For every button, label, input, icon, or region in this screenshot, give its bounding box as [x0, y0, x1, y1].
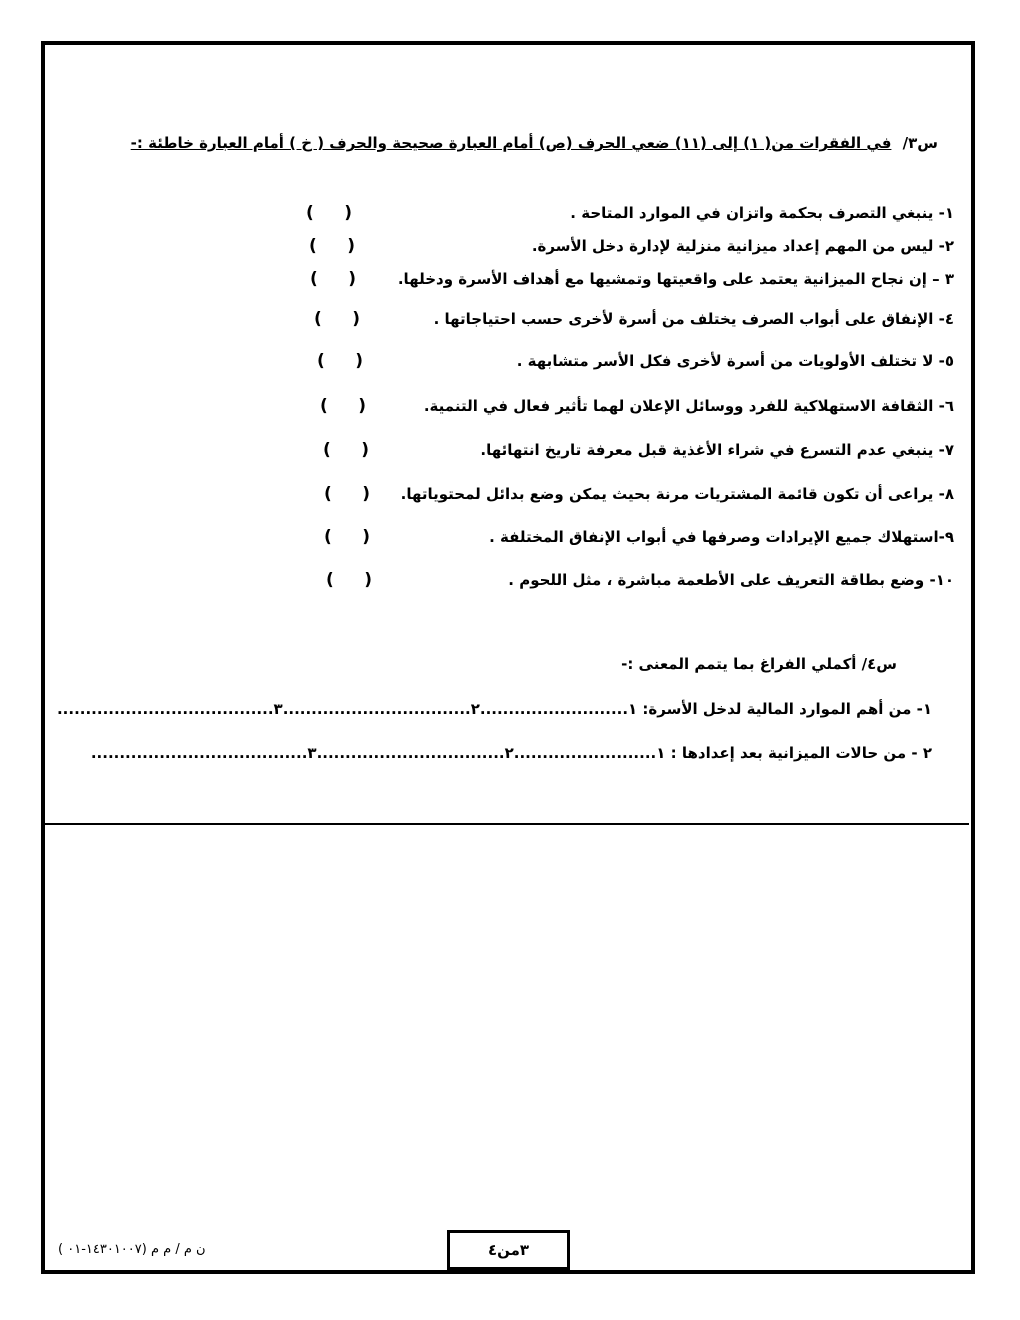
statement-9: ٩-استهلاك جميع الإيرادات وصرفها في أبواب الإنفاق المختلفة . — [489, 528, 954, 546]
answer-box-4[interactable]: ( ) — [314, 309, 360, 329]
question-3-label: س٣/ — [902, 134, 938, 152]
statement-2: ٢- ليس من المهم إعداد ميزانية منزلية لإدارة دخل الأسرة. — [531, 237, 954, 255]
statement-10: ١٠- وضع بطاقة التعريف على الأطعمة مباشرة ، مثل اللحوم . — [508, 571, 954, 589]
question-3-instruction: في الفقرات من( ١) إلى (١١) ضعي الحرف (ص) أمام العبارة صحيحة والحرف ( خ ) أمام العبارة خاطئة :- — [130, 134, 892, 152]
fill-in-item-2[interactable]: ٢ - من حالات الميزانية بعد إعدادها : ١.........................٢.................................٣...................................... — [90, 744, 932, 762]
section-divider — [44, 823, 969, 825]
document-code: ن م / م م (١٤٣٠١٠٠٧-٠١ ) — [58, 1242, 206, 1257]
statement-3: ٣ – إن نجاح الميزانية يعتمد على واقعيتها وتمشيها مع أهداف الأسرة ودخلها. — [397, 270, 954, 288]
answer-box-3[interactable]: ( ) — [310, 269, 356, 289]
question-4-header: س٤/ أكملي الفراغ بما يتمم المعنى :- — [621, 655, 897, 673]
answer-box-7[interactable]: ( ) — [323, 440, 369, 460]
answer-box-6[interactable]: ( ) — [320, 396, 366, 416]
answer-box-2[interactable]: ( ) — [309, 236, 355, 256]
answer-box-5[interactable]: ( ) — [317, 351, 363, 371]
fill-in-item-1[interactable]: ١- من أهم الموارد المالية لدخل الأسرة: ١..........................٢.................................٣...................................... — [56, 700, 932, 718]
answer-box-9[interactable]: ( ) — [324, 527, 370, 547]
answer-box-8[interactable]: ( ) — [324, 484, 370, 504]
statement-1: ١- ينبغي التصرف بحكمة واتزان في الموارد المتاحة . — [570, 204, 954, 222]
statement-8: ٨- يراعى أن تكون قائمة المشتريات مرنة بحيث يمكن وضع بدائل لمحتوياتها. — [400, 485, 954, 503]
page-number: ٣من٤ — [487, 1241, 530, 1259]
statement-5: ٥- لا تختلف الأولويات من أسرة لأخرى فكل الأسر متشابهة . — [516, 352, 954, 370]
statement-6: ٦- الثقافة الاستهلاكية للفرد ووسائل الإعلان لهما تأثير فعال في التنمية. — [423, 397, 954, 415]
answer-box-10[interactable]: ( ) — [326, 570, 372, 590]
statement-4: ٤- الإنفاق على أبواب الصرف يختلف من أسرة لأخرى حسب احتياجاتها . — [433, 310, 954, 328]
page-number-box — [447, 1230, 570, 1270]
answer-box-1[interactable]: ( ) — [306, 203, 352, 223]
question-3-header — [131, 134, 938, 152]
statement-7: ٧- ينبغي عدم التسرع في شراء الأغذية قبل معرفة تاريخ انتهائها. — [480, 441, 954, 459]
